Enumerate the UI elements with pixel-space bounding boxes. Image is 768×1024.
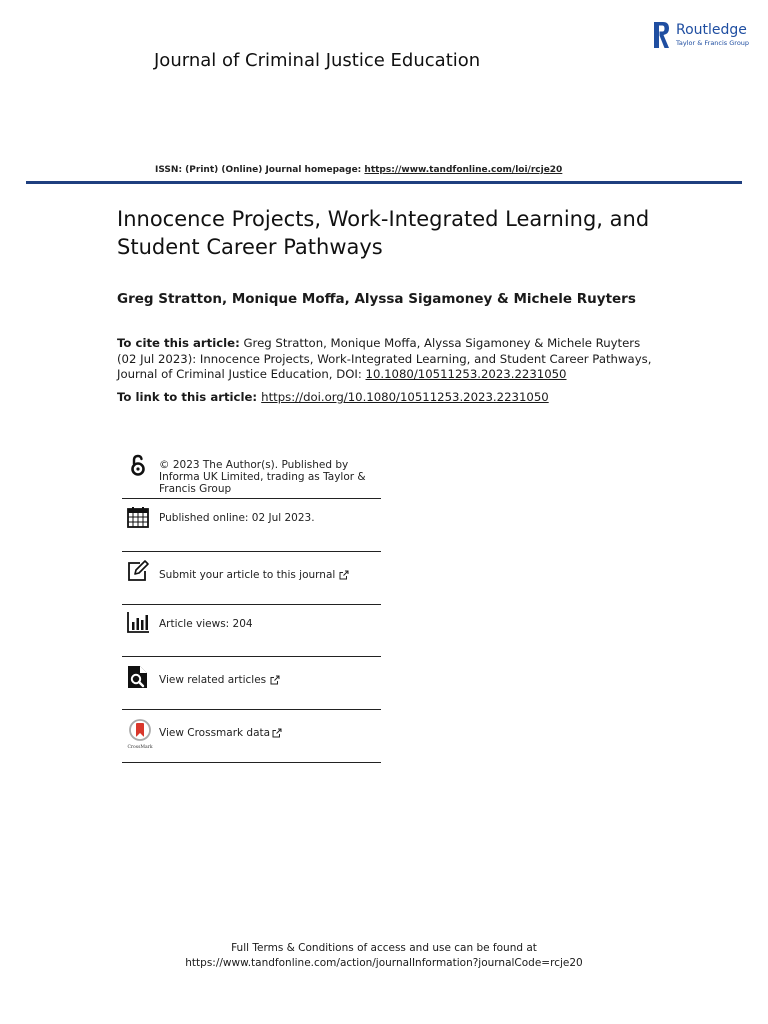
doi-link[interactable]: 10.1080/10511253.2023.2231050	[365, 367, 567, 381]
terms-line: Full Terms & Conditions of access and use can be found at	[231, 942, 537, 954]
crossmark-row[interactable]	[122, 710, 381, 763]
header-divider	[26, 181, 742, 184]
journal-name: Journal of Criminal Justice Education	[154, 50, 481, 71]
crossmark-badge-label: CrossMark	[127, 745, 153, 750]
related-articles-row[interactable]	[122, 657, 381, 710]
published-row	[122, 499, 381, 552]
crossmark-label: View Crossmark data	[159, 727, 271, 739]
crossmark-badge-icon	[125, 719, 155, 741]
routledge-r-icon	[654, 22, 670, 48]
publisher-name: Routledge	[676, 22, 747, 38]
article-views-row	[122, 605, 381, 657]
search-document-icon	[126, 665, 150, 689]
external-link-icon	[270, 675, 280, 685]
issn-text: ISSN: (Print) (Online) Journal homepage:	[155, 165, 365, 175]
issn-line	[155, 165, 562, 175]
article-authors: Greg Stratton, Monique Moffa, Alyssa Sigamoney & Michele Ruyters	[117, 291, 636, 307]
article-link-label: To link to this article:	[117, 390, 262, 404]
routledge-logo[interactable]	[654, 22, 754, 50]
related-articles-label: View related articles	[159, 674, 267, 686]
submit-article-link[interactable]	[159, 569, 349, 581]
submit-article-label: Submit your article to this journal	[159, 569, 336, 581]
article-title-line-2: Student Career Pathways	[117, 235, 383, 259]
submit-article-row[interactable]	[122, 552, 381, 605]
terms-footer	[0, 941, 768, 971]
published-date-text: Published online: 02 Jul 2023.	[159, 512, 315, 524]
external-link-icon	[339, 570, 349, 580]
terms-url[interactable]: https://www.tandfonline.com/action/journalInformation?journalCode=rcje20	[185, 957, 583, 969]
calendar-icon	[126, 505, 150, 529]
related-articles-link[interactable]	[159, 674, 280, 686]
publisher-subtitle: Taylor & Francis Group	[676, 39, 750, 47]
article-link-line	[117, 390, 549, 404]
citation-block	[117, 336, 662, 383]
citation-text: Greg Stratton, Monique Moffa, Alyssa Sigamoney & Michele Ruyters (02 Jul 2023): Innocence Projects, Work-Integrated Learning, and Student Career Pathways, Journal of Criminal Justice Education, DOI:	[117, 336, 652, 381]
journal-homepage-link[interactable]: https://www.tandfonline.com/loi/rcje20	[364, 165, 563, 175]
citation-label: To cite this article:	[117, 336, 240, 350]
open-access-icon	[126, 453, 150, 477]
article-doi-url-link[interactable]: https://doi.org/10.1080/10511253.2023.2231050	[261, 390, 549, 404]
article-info-list	[122, 451, 381, 763]
open-access-row	[122, 451, 381, 499]
edit-icon	[126, 559, 150, 583]
article-title-line-1: Innocence Projects, Work-Integrated Learning, and	[117, 207, 650, 231]
external-link-icon	[272, 728, 282, 738]
crossmark-icon	[125, 719, 155, 750]
bar-chart-icon	[126, 610, 150, 634]
article-views-text: Article views: 204	[159, 618, 253, 630]
copyright-text: © 2023 The Author(s). Published by Informa UK Limited, trading as Taylor & Francis Group	[159, 459, 366, 495]
article-title	[117, 205, 677, 261]
crossmark-link[interactable]	[159, 727, 282, 739]
